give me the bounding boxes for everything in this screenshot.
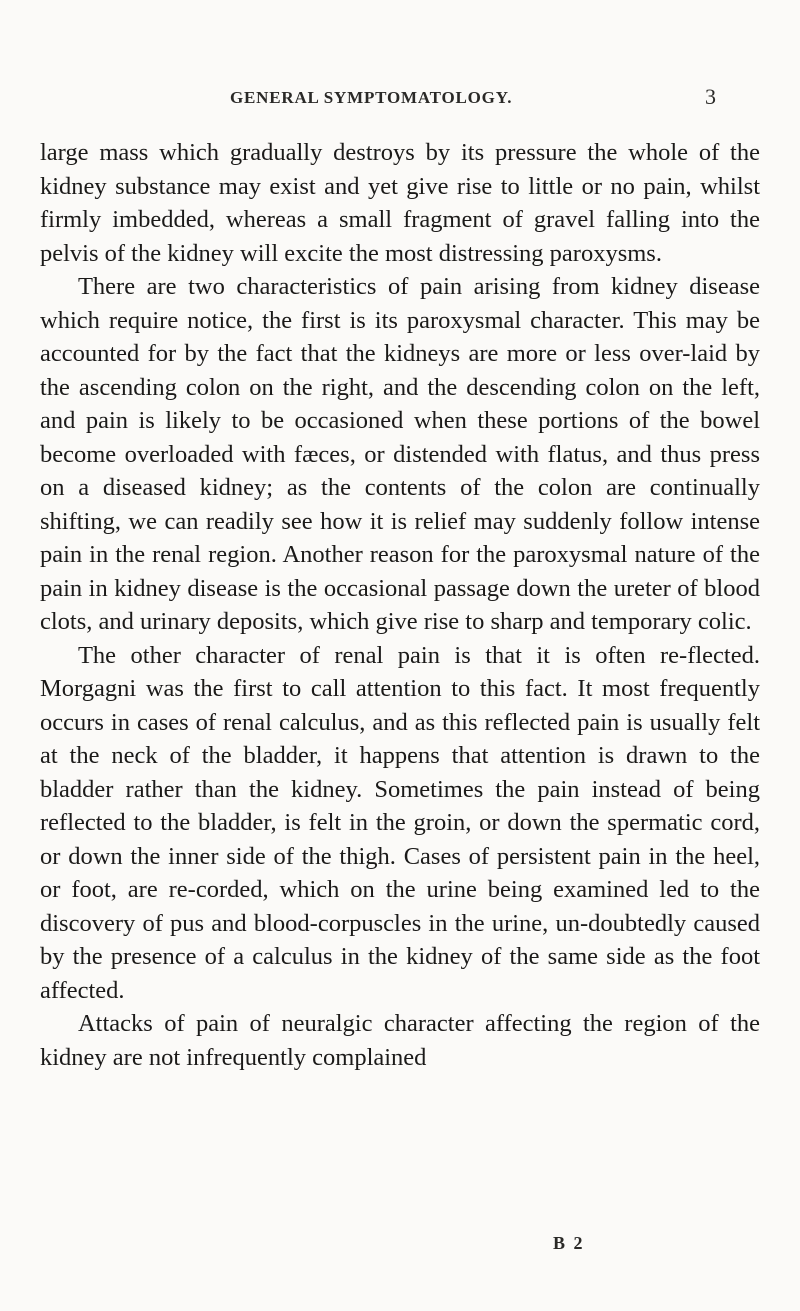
page-number: 3: [705, 84, 716, 109]
signature-mark: B 2: [553, 1233, 585, 1253]
paragraph-3: The other character of renal pain is that it is often re-flected. Morgagni was the first to call attention to this fact. It most frequently occurs in cases of renal calculus, and as this reflected pain is usually felt at the neck of the bladder, it happens that attention is drawn to the bladder rather than the kidney. Sometimes the pain instead of being reflected to the bladder, is felt in the groin, or down the spermatic cord, or down the inner side of the thigh. Cases of persistent pain in the heel, or foot, are re-corded, which on the urine being examined led to the discovery of pus and blood-corpuscles in the urine, un-doubtedly caused by the presence of a calculus in the kidney of the same side as the foot affected.: [40, 641, 760, 1004]
paragraph-2: There are two characteristics of pain arising from kidney disease which require notice, the first is its paroxysmal character. This may be accounted for by the fact that the kidneys are more or less over-laid by the ascending colon on the right, and the descending colon on the left, and pain is likely to be occasioned when these portions of the bowel become overloaded with fæces, or distended with flatus, and thus press on a diseased kidney; as the contents of the colon are continually shifting, we can readily see how it is relief may suddenly follow intense pain in the renal region. Another reason for the paroxysmal nature of the pain in kidney disease is the occasional passage down the ureter of blood clots, and urinary deposits, which give rise to sharp and temporary colic.: [40, 273, 760, 635]
paragraph-4: Attacks of pain of neuralgic character affecting the region of the kidney are not infrequently complained: [40, 1010, 760, 1071]
paragraph-1: large mass which gradually destroys by its pressure the whole of the kidney substance may exist and yet give rise to little or no pain, whilst firmly imbedded, whereas a small fragment of gravel falling into the pelvis of the kidney will excite the most distressing paroxysms.: [40, 139, 760, 267]
running-head: GENERAL SYMPTOMATOLOGY.: [230, 88, 513, 107]
body-text: [40, 136, 760, 1074]
